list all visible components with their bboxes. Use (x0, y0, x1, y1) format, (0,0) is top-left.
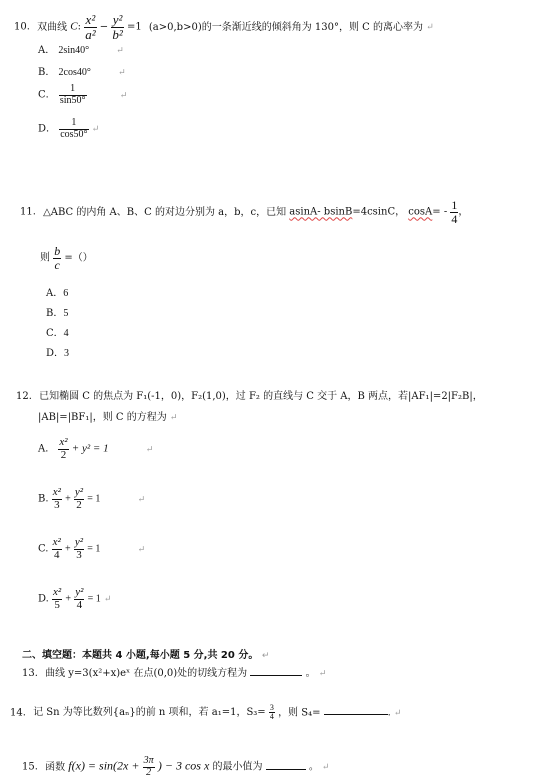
answer-blank[interactable] (250, 675, 302, 676)
q10-option-b (38, 68, 126, 78)
q12-option-b: B. $\frac{\text{x²}}{3}$ + $\frac{\text{y²}}{2}$ = 1 ↵ (38, 486, 146, 511)
q11-eq2-rest: = - (432, 206, 448, 218)
q11-ratio-line (40, 245, 93, 271)
q10-number: 10. (14, 21, 30, 33)
q11-trail: ， (458, 206, 469, 218)
option-frac: $\frac{1}{\sin 50^\circ}$ (59, 83, 86, 106)
option-frac: $\frac{1}{\cos 50^\circ}$ (60, 117, 88, 140)
q10-stem-b: (a>0,b>0)的一条渐近线的倾斜角为 130°，则 C 的离心率为 (148, 21, 423, 33)
paragraph-mark: ↵ (137, 494, 146, 505)
q10-frac2-den: b² (112, 26, 123, 42)
q13-line: 13. 曲线 y=3(x²+x)eˣ 在点(0,0)处的切线方程为 。 ↵ (22, 668, 327, 679)
q10-frac1-num: x² (85, 12, 96, 27)
paragraph-mark: ↵ (318, 669, 327, 679)
paragraph-mark: ↵ (169, 413, 178, 423)
q12-line1 (16, 392, 483, 402)
q10-frac2 (111, 13, 123, 41)
paragraph-mark: ↵ (394, 708, 402, 719)
paragraph-mark: ↵ (91, 124, 100, 135)
section-heading: 二、填空题：本题共 4 小题,每小题 5 分,共 20 分。 ↵ (22, 650, 270, 661)
q12-number: 12. (16, 391, 32, 402)
q12-option-d: D. $\frac{\text{x²}}{5}$ + $\frac{\text{y²}}{4}$ = 1 ↵ (38, 586, 112, 611)
q10-option-a (38, 46, 124, 56)
q10-frac1-den: a² (85, 26, 96, 42)
paragraph-mark: ↵ (145, 444, 154, 455)
option-label: B． (38, 67, 56, 78)
paragraph-mark: ↵ (103, 594, 112, 605)
option-text: 2cos40° (58, 67, 91, 78)
q12-option-a: A． $\frac{\text{x²}}{2}$ + y² = 1 ↵ (38, 436, 154, 461)
paragraph-mark: ↵ (137, 544, 146, 555)
answer-blank[interactable] (266, 769, 306, 770)
q10-stem-a: 双曲线 (37, 21, 68, 33)
paragraph-mark: ↵ (322, 762, 330, 773)
q10-option-c (38, 84, 127, 106)
q11-option-c: C．4 (46, 328, 69, 339)
q10-minus: − (99, 21, 109, 33)
q14-line: 14. 记 Sn 为等比数列{aₙ}的前 n 项和，若 a₁=1，S₃= $\frac{3}{4}$ ，则 S₄= . ↵ (10, 703, 402, 722)
q11-frac: $\frac{1}{4}$ (451, 198, 458, 226)
q10-stem: 10. 双曲线 C: $\frac{\text{x²}}{\text{a²}}$ − $\frac{\text{y²}}{\text{b²}}$ =1 (a>0,b>0)的一条渐近线的倾斜角为 130°，则 C 的离心率为 ↵ (14, 12, 434, 42)
q11-ratio: $\frac{b}{c}$ (54, 244, 61, 272)
q11-eq1-rest: =4csinC， (352, 206, 406, 218)
q11-eq2: cosA (408, 206, 433, 218)
answer-blank[interactable] (324, 714, 388, 715)
paragraph-mark: ↵ (261, 651, 270, 661)
q11-number: 11. (20, 206, 36, 218)
q11-stem-a: △ABC 的内角 A、B、C 的对边分别为 a，b，c，已知 (43, 206, 287, 218)
q11-then: 则 (40, 252, 50, 264)
option-label: A． (38, 45, 56, 56)
q15-line: 15. 函数 f(x) = sin(2x + $\frac{3\pi}{2}$ ) − 3 cos x 的最小值为 。 ↵ (22, 755, 330, 778)
q11-option-a: A．6 (46, 288, 69, 299)
q10-frac1 (84, 13, 96, 41)
q11-eq1: asinA- bsinB (289, 206, 353, 218)
q12-option-c: C. $\frac{\text{x²}}{4}$ + $\frac{\text{y²}}{3}$ = 1 ↵ (38, 536, 146, 561)
paragraph-mark: ↵ (118, 68, 126, 78)
q11-option-d: D．3 (46, 348, 70, 359)
q10-equals-one: =1 (126, 21, 142, 33)
q10-curve-name: C (70, 20, 78, 33)
paragraph-mark: ↵ (119, 90, 128, 101)
q12-text: 已知椭圆 C 的焦点为 F₁(-1，0)，F₂(1,0)，过 F₂ 的直线与 C 交于 A，B 两点，若|AF₁|=2|F₂B|， (39, 391, 483, 402)
paragraph-mark: ↵ (426, 22, 434, 33)
option-label: D． (38, 123, 57, 135)
q11-stem (20, 199, 468, 225)
option-text: 2sin40° (58, 45, 90, 56)
option-label: C． (38, 89, 56, 101)
paragraph-mark: ↵ (116, 46, 124, 56)
q10-frac2-num: y² (112, 12, 123, 27)
q11-option-b: B．5 (46, 308, 69, 319)
q11-ratio-rest: =（） (64, 252, 93, 264)
q10-option-d (38, 118, 99, 140)
q12-line2: |AB|=|BF₁|，则 C 的方程为 ↵ (38, 412, 178, 423)
